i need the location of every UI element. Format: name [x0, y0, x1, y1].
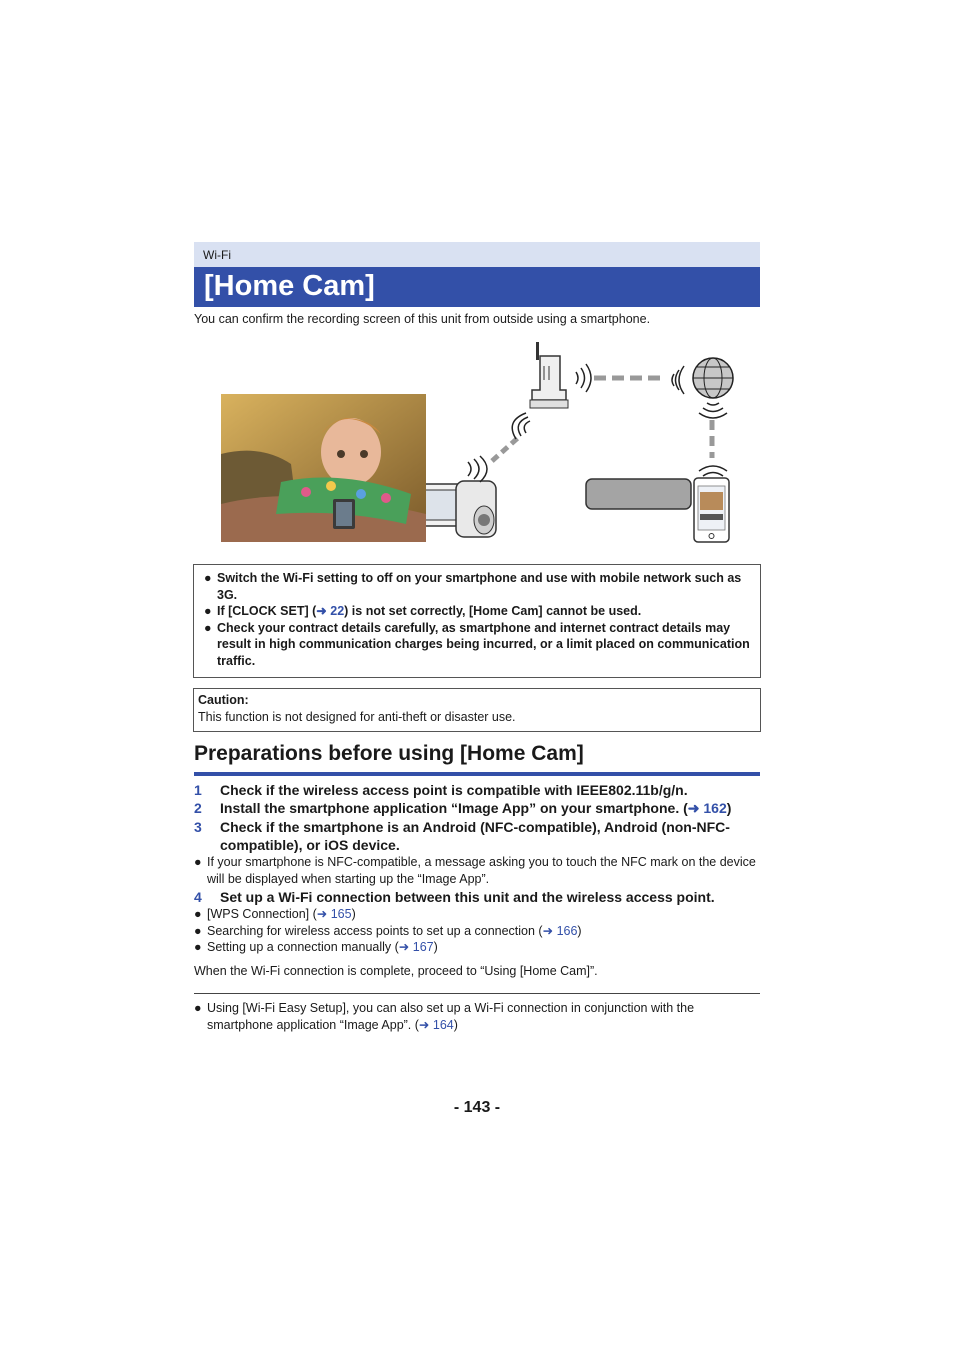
heading-rule	[194, 772, 760, 776]
caution-text: This function is not designed for anti-theft or disaster use.	[198, 710, 516, 724]
caution-box	[193, 688, 761, 732]
step-number: 2	[194, 800, 202, 816]
page-number: - 143 -	[453, 1099, 501, 1116]
section-tab-label: Wi-Fi	[203, 248, 231, 262]
globe-icon	[693, 358, 733, 398]
bullet-icon: ●	[194, 855, 202, 869]
step-text: Check if the wireless access point is compatible with IEEE802.11b/g/n.	[220, 782, 688, 798]
page-link[interactable]: ➜ 164	[418, 1018, 454, 1032]
page-link[interactable]: ➜ 166	[542, 924, 578, 938]
page-link[interactable]: ➜ 167	[398, 940, 434, 954]
bullet-icon: ●	[204, 604, 212, 619]
page-link[interactable]: ➜ 165	[316, 907, 352, 921]
bullet-icon: ●	[194, 1001, 202, 1015]
step-text: Set up a Wi-Fi connection between this unit and the wireless access point.	[220, 889, 715, 905]
step-number: 1	[194, 782, 202, 798]
wifi-signal-icon	[468, 456, 487, 482]
section-tab	[194, 242, 760, 267]
step-item	[194, 781, 760, 799]
page-link[interactable]: ➜ 22	[316, 604, 345, 619]
child-with-camcorder-photo	[221, 394, 426, 542]
arrow-icon: ➜	[316, 604, 327, 619]
network-diagram	[426, 336, 766, 548]
arrow-icon: ➜	[687, 800, 700, 816]
step-text: Check if the smartphone is an Android (NFC-compatible), Android (non-NFC-compatible), or iOS device.	[220, 819, 730, 853]
arrow-icon: ➜	[398, 940, 410, 954]
title-bar	[194, 267, 760, 307]
camcorder-icon	[426, 481, 496, 537]
note-item: ● Switch the Wi-Fi setting to off on your smartphone and use with mobile network such as 3G.	[204, 571, 742, 602]
sub-note: ● Setting up a connection manually (➜ 167)	[194, 940, 438, 954]
arrow-icon: ➜	[316, 907, 328, 921]
completion-text: When the Wi-Fi connection is complete, proceed to “Using [Home Cam]”.	[194, 964, 598, 978]
step-item	[194, 818, 760, 854]
footnote: ● Using [Wi-Fi Easy Setup], you can also set up a Wi-Fi connection in conjunction with the smartphone application “Image App”. (➜ 164)	[194, 1001, 695, 1032]
connection-label-bar	[586, 479, 691, 509]
smartphone-icon	[694, 478, 729, 542]
intro-text: You can confirm the recording screen of this unit from outside using a smartphone.	[194, 312, 651, 326]
note-item: ● Check your contract details carefully, as smartphone and internet contract details may result in high communication charges being incurred, or a limit placed on communication traffic.	[204, 620, 750, 668]
bullet-icon: ●	[204, 571, 212, 585]
bullet-icon: ●	[194, 924, 202, 938]
step-item	[194, 799, 760, 817]
section-heading: Preparations before using [Home Cam]	[194, 742, 584, 765]
bullet-icon: ●	[194, 907, 202, 921]
step-text: Install the smartphone application “Image App” on your smartphone. (➜ 162)	[220, 800, 732, 816]
sub-note: ● [WPS Connection] (➜ 165)	[194, 907, 356, 921]
wireless-router-icon	[530, 342, 568, 408]
bullet-icon: ●	[204, 620, 212, 635]
step-item	[194, 888, 760, 906]
step-number: 4	[194, 889, 202, 905]
page-link[interactable]: ➜ 162	[687, 800, 727, 816]
sub-note: ● Searching for wireless access points to set up a connection (➜ 166)	[194, 924, 582, 938]
step-number: 3	[194, 819, 202, 835]
notes-box	[193, 564, 761, 678]
caution-title: Caution:	[198, 693, 249, 707]
bullet-icon: ●	[194, 940, 202, 954]
sub-note: ● If your smartphone is NFC-compatible, a message asking you to touch the NFC mark on the device will be displayed when starting up the “Image App”.	[194, 855, 756, 886]
arrow-icon: ➜	[418, 1018, 430, 1032]
arrow-icon: ➜	[542, 924, 554, 938]
divider	[194, 993, 760, 994]
page-title: [Home Cam]	[204, 270, 375, 302]
note-item: ● If [CLOCK SET] (➜ 22) is not set correctly, [Home Cam] cannot be used.	[204, 604, 642, 619]
